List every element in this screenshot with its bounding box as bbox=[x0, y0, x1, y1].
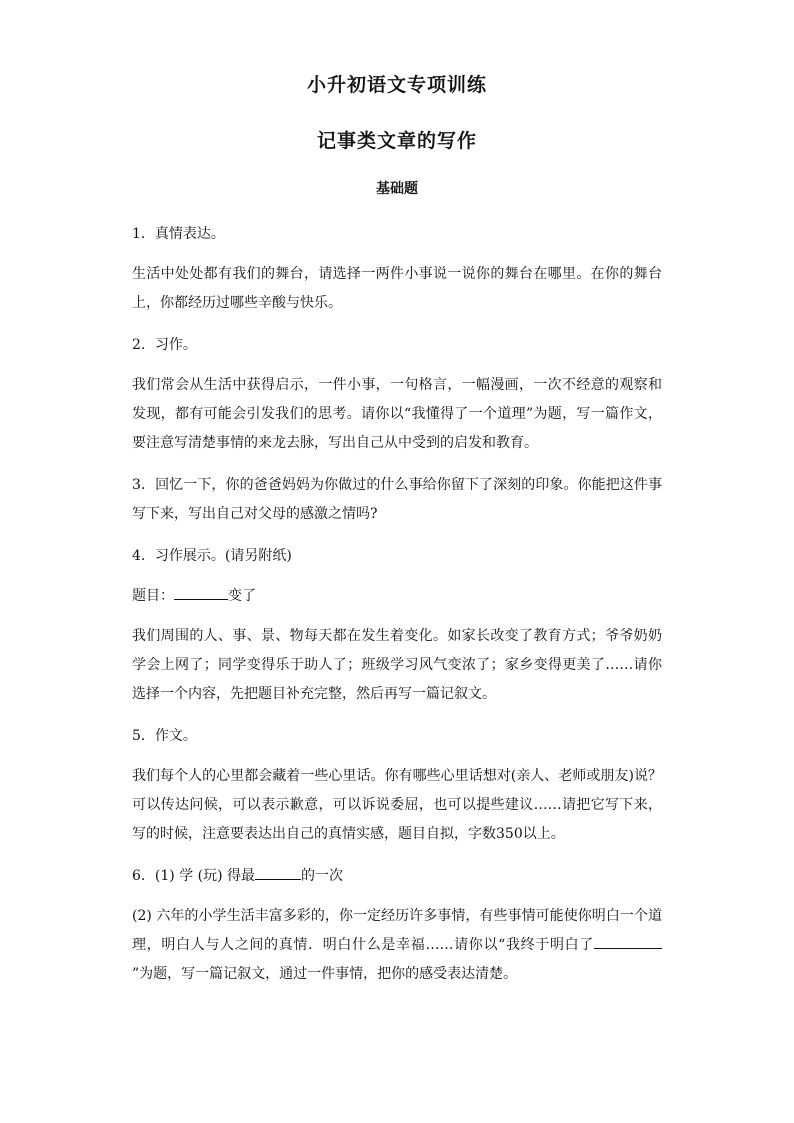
question-4-heading: 4．习作展示。(请另附纸) bbox=[132, 548, 292, 564]
q6-body-prefix: (2) 六年的小学生活丰富多彩的，你一定经历许多事情，有些事情可能使你明白一个道理，明白人与人之间的真情．明白什么是幸福……请你以“我终于明白了 bbox=[132, 908, 662, 953]
question-6-body bbox=[132, 902, 662, 989]
question-2-body: 我们常会从生活中获得启示，一件小事，一句格言，一幅漫画，一次不经意的观察和发现，都有可能会引发我们的思考。请你以“我懂得了一个道理”为题，写一篇作文，要注意写清楚事情的来龙去脉，写出自己从中受到的启发和教育。 bbox=[132, 377, 662, 451]
question-1-body: 生活中处处都有我们的舞台，请选择一两件小事说一说你的舞台在哪里。在你的舞台上，你都经历过哪些辛酸与快乐。 bbox=[132, 266, 662, 311]
question-2-heading: 2．习作。 bbox=[132, 337, 197, 353]
topic-suffix: 变了 bbox=[228, 588, 256, 604]
section-heading: 基础题 bbox=[376, 181, 418, 197]
topic-prefix: 题目： bbox=[132, 588, 174, 604]
document-title: 小升初语文专项训练 bbox=[306, 74, 487, 96]
q6-body-suffix: ”为题，写一篇记叙文，通过一件事情，把你的感受表达清楚。 bbox=[132, 966, 518, 982]
q6-heading-suffix: 的一次 bbox=[301, 868, 344, 884]
q6-blank-2 bbox=[594, 947, 662, 949]
q6-heading-prefix: 6．(1) 学 (玩) 得最 bbox=[132, 868, 256, 884]
question-3-body: 3．回忆一下，你的爸爸妈妈为你做过的什么事给你留下了深刻的印象。你能把这件事写下来，写出自己对父母的感激之情吗? bbox=[132, 477, 662, 522]
question-4-body: 我们周围的人、事、景、物每天都在发生着变化。如家长改变了教育方式；爷爷奶奶学会上网了；同学变得乐于助人了；班级学习风气变浓了；家乡变得更美了……请你选择一个内容，先把题目补充完整，然后再写一篇记叙文。 bbox=[132, 628, 662, 702]
question-5-heading: 5．作文。 bbox=[132, 728, 197, 744]
topic-blank bbox=[174, 598, 228, 600]
document-subtitle: 记事类文章的写作 bbox=[316, 130, 477, 152]
q6-blank-1 bbox=[255, 878, 301, 880]
question-6-heading bbox=[132, 862, 662, 891]
questions-body bbox=[132, 220, 662, 1002]
question-1-heading: 1．真情表达。 bbox=[132, 226, 225, 242]
question-4-topic bbox=[132, 582, 662, 611]
question-5-body: 我们每个人的心里都会藏着一些心里话。你有哪些心里话想对(亲人、老师或朋友)说？可以传达问候，可以表示歉意，可以诉说委屈，也可以提些建议……请把它写下来，写的时候，注意要表达出自己的真情实感，题目自拟，字数350以上。 bbox=[132, 768, 662, 842]
